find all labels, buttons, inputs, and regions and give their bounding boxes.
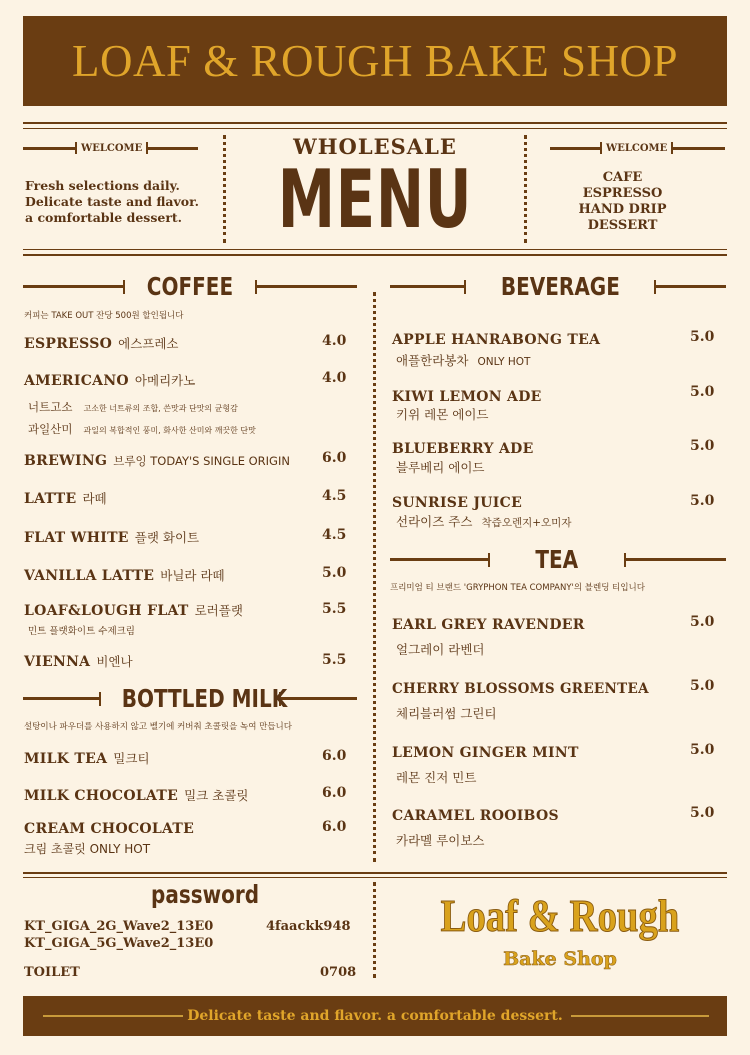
divider-line <box>23 877 727 878</box>
menu-item-milk-chocolate: MILK CHOCOLATE 밀크 초콜릿 <box>24 788 249 804</box>
menu-item-flat-white: FLAT WHITE 플랫 화이트 <box>24 530 200 546</box>
wifi-network-5g: KT_GIGA_5G_Wave2_13E0 <box>24 936 214 951</box>
price: 4.0 <box>322 333 347 349</box>
menu-item-milk-tea: MILK TEA 밀크티 <box>24 751 150 767</box>
price: 5.0 <box>690 493 715 509</box>
price: 6.0 <box>322 748 347 764</box>
price: 5.0 <box>690 614 715 630</box>
blueberry-ade-ko: 블루베리 에이드 <box>396 460 485 475</box>
menu-item-latte: LATTE 라떼 <box>24 491 107 507</box>
lemon-ginger-mint-ko: 레몬 진저 민트 <box>396 770 477 785</box>
menu-item-lemon-ginger-mint: LEMON GINGER MINT <box>392 745 579 761</box>
menu-item-kiwi-lemon-ade: KIWI LEMON ADE <box>392 389 542 405</box>
column-divider <box>373 292 376 862</box>
americano-option: 과일산미 과일의 복합적인 풍미, 화사한 산미와 깨끗한 단맛 <box>28 422 256 436</box>
apple-hanrabong-ko: 애플한라봉차 ONLY HOT <box>396 353 531 368</box>
divider-line <box>23 128 727 129</box>
tea-title: TEA <box>535 545 579 574</box>
menu-item-brewing: BREWING 브루잉 TODAY'S SINGLE ORIGIN <box>24 453 290 469</box>
menu-item-americano: AMERICANO 아메리카노 <box>24 373 196 389</box>
dotted-divider <box>524 135 527 243</box>
divider-line <box>23 872 727 874</box>
earl-grey-ko: 얼그레이 라벤더 <box>396 642 485 657</box>
americano-option: 너트고소 고소한 너트류의 조합, 쓴맛과 단맛의 균형감 <box>28 400 238 414</box>
welcome-label-left: WELCOME <box>23 142 198 154</box>
divider-line <box>23 122 727 124</box>
price: 4.5 <box>322 488 347 504</box>
password-title: password <box>151 880 260 909</box>
loaf-flat-sub: 민트 플랫화이트 수제크림 <box>28 626 135 637</box>
footer-banner <box>23 996 727 1036</box>
menu-item-sunrise-juice: SUNRISE JUICE <box>392 495 523 511</box>
footer-tagline: Delicate taste and flavor. a comfortable dessert. <box>187 1008 563 1024</box>
cream-chocolate-ko: 크림 초콜릿 ONLY HOT <box>24 842 151 856</box>
price: 5.0 <box>690 438 715 454</box>
wholesale-label: WHOLESALE <box>293 134 457 159</box>
bottled-milk-note: 설탕이나 파우더를 사용하지 않고 벨기에 커버춰 초콜릿을 녹여 만듭니다 <box>24 722 292 732</box>
caramel-rooibos-ko: 카라멜 루이보스 <box>396 833 485 848</box>
shop-title-banner <box>23 16 727 106</box>
price: 5.0 <box>322 565 347 581</box>
price: 5.0 <box>690 742 715 758</box>
menu-item-espresso: ESPRESSO 에스프레소 <box>24 336 179 352</box>
bottled-milk-title: BOTTLED MILK <box>121 684 288 713</box>
menu-item-blueberry-ade: BLUEBERRY ADE <box>392 441 534 457</box>
menu-item-loaf-flat: LOAF&LOUGH FLAT 로러플랫 <box>24 603 243 619</box>
tea-note: 프리미엄 티 브랜드 'GRYPHON TEA COMPANY'의 블렌딩 티입니다 <box>390 583 645 593</box>
dotted-divider <box>223 135 226 243</box>
tea-section-header <box>390 545 726 574</box>
beverage-title: BEVERAGE <box>500 272 620 301</box>
toilet-code: 0708 <box>320 965 357 980</box>
intro-text: Fresh selections daily. Delicate taste and flavor. a comfortable dessert. <box>25 178 199 225</box>
price: 6.0 <box>322 450 347 466</box>
welcome-label-right: WELCOME <box>550 142 725 154</box>
kiwi-lemon-ade-ko: 키위 레몬 에이드 <box>396 407 489 422</box>
menu-item-vanilla-latte: VANILLA LATTE 바닐라 라떼 <box>24 568 225 584</box>
price: 4.5 <box>322 527 347 543</box>
price: 4.0 <box>322 370 347 386</box>
price: 6.0 <box>322 819 347 835</box>
wifi-password: 4faackk948 <box>266 919 351 934</box>
beverage-section-header <box>390 272 726 301</box>
toilet-label: TOILET <box>24 965 80 980</box>
coffee-section-header <box>23 272 357 301</box>
shop-title: LOAF & ROUGH BAKE SHOP <box>71 36 679 86</box>
menu-item-caramel-rooibos: CARAMEL ROOIBOS <box>392 808 559 824</box>
coffee-title: COFFEE <box>146 272 234 301</box>
sunrise-juice-ko: 선라이즈 주스 착즙오렌지+오미자 <box>396 514 572 529</box>
price: 6.0 <box>322 785 347 801</box>
menu-item-vienna: VIENNA 비엔나 <box>24 654 133 670</box>
bottled-milk-section-header <box>23 684 357 713</box>
cherry-blossoms-ko: 체리블러썸 그린티 <box>396 706 497 721</box>
category-list: CAFE ESPRESSO HAND DRIP DESSERT <box>578 170 667 233</box>
price: 5.5 <box>322 652 347 668</box>
price: 5.0 <box>690 329 715 345</box>
menu-item-cream-chocolate: CREAM CHOCOLATE <box>24 821 195 837</box>
divider-line <box>23 254 727 256</box>
price: 5.0 <box>690 805 715 821</box>
wifi-network-2g: KT_GIGA_2G_Wave2_13E0 <box>24 919 214 934</box>
coffee-note: 커피는 TAKE OUT 잔당 500원 할인됩니다 <box>24 311 184 321</box>
shop-logo-subtitle: Bake Shop <box>503 948 617 970</box>
price: 5.0 <box>690 384 715 400</box>
price: 5.5 <box>322 601 347 617</box>
menu-item-cherry-blossoms: CHERRY BLOSSOMS GREENTEA <box>392 681 649 697</box>
price: 5.0 <box>690 678 715 694</box>
shop-logo: Loaf & Rough <box>440 891 680 941</box>
menu-title: MENU <box>277 153 473 246</box>
divider-line <box>23 249 727 250</box>
menu-item-apple-hanrabong-tea: APPLE HANRABONG TEA <box>392 332 601 348</box>
menu-item-earl-grey: EARL GREY RAVENDER <box>392 617 585 633</box>
dotted-divider <box>373 882 376 978</box>
